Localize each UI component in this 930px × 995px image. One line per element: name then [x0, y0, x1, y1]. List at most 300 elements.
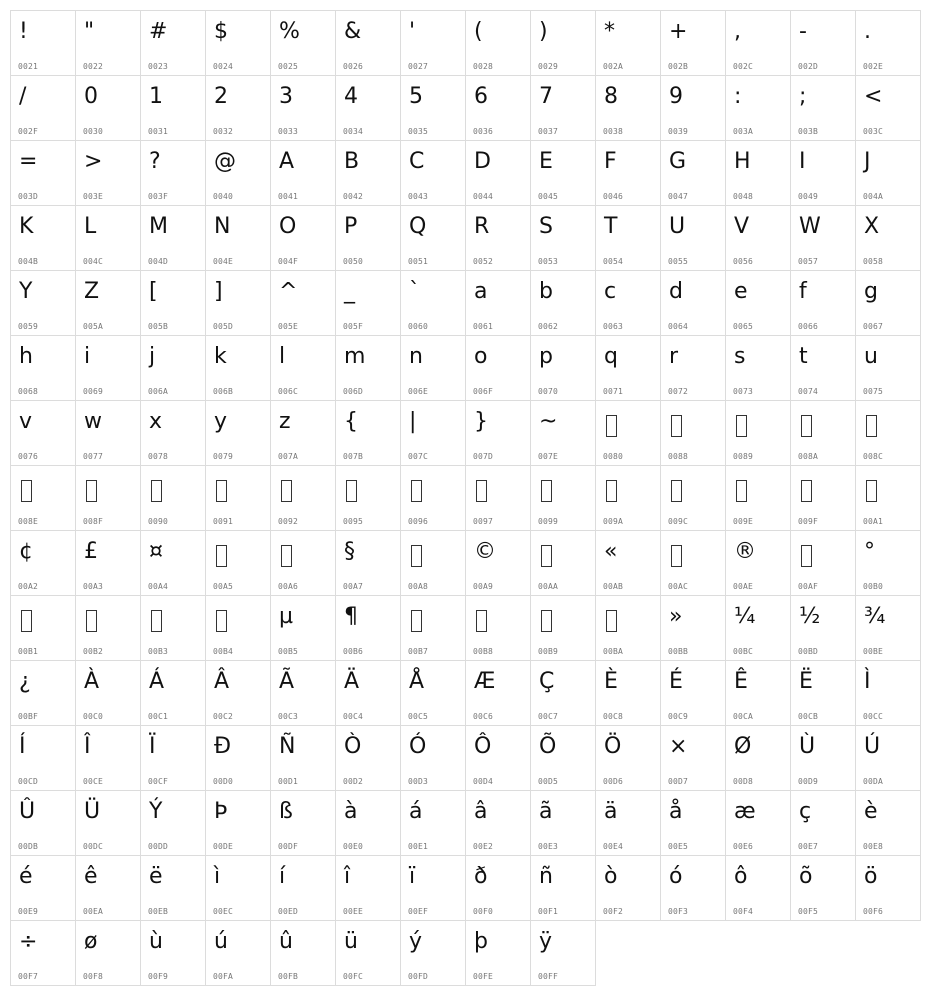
glyph-cell: [855, 660, 921, 726]
codepoint-label: 0048: [733, 192, 754, 201]
glyph-cell: [400, 335, 466, 401]
glyph-sample: å: [669, 799, 683, 824]
missing-glyph-box-icon: [801, 480, 812, 502]
glyph-sample: ê: [84, 864, 98, 889]
codepoint-label: 0056: [733, 257, 754, 266]
glyph-cell: [530, 335, 596, 401]
glyph-sample: ß: [279, 799, 293, 824]
glyph-cell: [595, 855, 661, 921]
glyph-cell: [10, 335, 76, 401]
codepoint-label: 00B6: [343, 647, 364, 656]
codepoint-label: 00E1: [408, 842, 429, 851]
glyph-cell: [270, 920, 336, 986]
glyph-sample: ø: [84, 929, 98, 954]
codepoint-label: 006A: [148, 387, 169, 396]
codepoint-label: 006E: [408, 387, 429, 396]
codepoint-label: 00EF: [408, 907, 429, 916]
glyph-sample: ì: [214, 864, 221, 889]
glyph-cell: [335, 660, 401, 726]
glyph-cell: [595, 790, 661, 856]
glyph-cell: [790, 595, 856, 661]
glyph-cell: [140, 335, 206, 401]
codepoint-label: 00C2: [213, 712, 234, 721]
glyph-cell: [660, 140, 726, 206]
glyph-cell: [140, 270, 206, 336]
glyph-cell: [725, 10, 791, 76]
codepoint-label: 003B: [798, 127, 819, 136]
glyph-sample: ë: [149, 864, 163, 889]
glyph-sample: Ä: [344, 669, 360, 694]
codepoint-label: 00AC: [668, 582, 689, 591]
codepoint-label: 00A9: [473, 582, 494, 591]
glyph-sample: f: [799, 279, 807, 304]
codepoint-label: 0032: [213, 127, 234, 136]
glyph-cell: [335, 790, 401, 856]
glyph-sample: 5: [409, 84, 423, 109]
glyph-cell: [725, 790, 791, 856]
glyph-sample: ½: [799, 604, 821, 629]
missing-glyph-box-icon: [216, 610, 227, 632]
glyph-sample: æ: [734, 799, 756, 824]
codepoint-label: 003E: [83, 192, 104, 201]
glyph-sample: Ò: [344, 734, 362, 759]
codepoint-label: 00C9: [668, 712, 689, 721]
glyph-cell: [270, 660, 336, 726]
glyph-cell: [75, 725, 141, 791]
codepoint-label: 00C6: [473, 712, 494, 721]
codepoint-label: 00E4: [603, 842, 624, 851]
glyph-cell: [10, 400, 76, 466]
glyph-cell: [530, 140, 596, 206]
codepoint-label: 00B2: [83, 647, 104, 656]
codepoint-label: 00EE: [343, 907, 364, 916]
glyph-sample: ?: [149, 149, 161, 174]
codepoint-label: 004B: [18, 257, 39, 266]
glyph-cell: [270, 205, 336, 271]
glyph-sample: i: [84, 344, 91, 369]
glyph-cell: [205, 205, 271, 271]
glyph-sample: Û: [19, 799, 36, 824]
codepoint-label: 00DC: [83, 842, 104, 851]
codepoint-label: 00D1: [278, 777, 299, 786]
missing-glyph-box-icon: [411, 480, 422, 502]
glyph-sample: ç: [799, 799, 812, 824]
codepoint-label: 005B: [148, 322, 169, 331]
glyph-sample: a: [474, 279, 488, 304]
glyph-cell: [725, 335, 791, 401]
glyph-sample: Ô: [474, 734, 492, 759]
glyph-sample: >: [84, 149, 103, 174]
glyph-cell: [660, 660, 726, 726]
glyph-cell: [465, 855, 531, 921]
codepoint-label: 007E: [538, 452, 559, 461]
glyph-sample: 1: [149, 84, 163, 109]
glyph-cell: [725, 400, 791, 466]
codepoint-label: 00F7: [18, 972, 39, 981]
glyph-sample: ü: [344, 929, 358, 954]
codepoint-label: 00BA: [603, 647, 624, 656]
codepoint-label: 00FA: [213, 972, 234, 981]
codepoint-label: 006B: [213, 387, 234, 396]
codepoint-label: 0060: [408, 322, 429, 331]
glyph-sample: 6: [474, 84, 488, 109]
glyph-sample: L: [84, 214, 97, 239]
glyph-sample: ®: [734, 539, 756, 564]
codepoint-label: 00CE: [83, 777, 104, 786]
glyph-sample: Ã: [279, 669, 295, 694]
glyph-cell: [140, 205, 206, 271]
codepoint-label: 0092: [278, 517, 299, 526]
glyph-cell: [205, 140, 271, 206]
glyph-sample: Ù: [799, 734, 816, 759]
codepoint-label: 00F6: [863, 907, 884, 916]
codepoint-label: 0027: [408, 62, 429, 71]
codepoint-label: 002D: [798, 62, 819, 71]
codepoint-label: 00FB: [278, 972, 299, 981]
codepoint-label: 0052: [473, 257, 494, 266]
codepoint-label: 0061: [473, 322, 494, 331]
codepoint-label: 003F: [148, 192, 169, 201]
glyph-sample: Ð: [214, 734, 232, 759]
glyph-cell: [595, 530, 661, 596]
glyph-sample: 9: [669, 84, 683, 109]
codepoint-label: 00D7: [668, 777, 689, 786]
glyph-cell: [530, 660, 596, 726]
glyph-cell: [790, 10, 856, 76]
glyph-cell: [465, 10, 531, 76]
glyph-sample: =: [19, 149, 38, 174]
codepoint-label: 008E: [18, 517, 39, 526]
codepoint-label: 004D: [148, 257, 169, 266]
glyph-sample: I: [799, 149, 806, 174]
glyph-sample: ¤: [149, 539, 163, 564]
glyph-cell: [75, 530, 141, 596]
glyph-sample: q: [604, 344, 618, 369]
codepoint-label: 00F4: [733, 907, 754, 916]
glyph-sample: -: [799, 19, 807, 44]
glyph-cell: [725, 725, 791, 791]
codepoint-label: 00C1: [148, 712, 169, 721]
glyph-cell: [75, 660, 141, 726]
missing-glyph-box-icon: [411, 610, 422, 632]
codepoint-label: 0070: [538, 387, 559, 396]
glyph-cell: [725, 595, 791, 661]
glyph-sample: b: [539, 279, 553, 304]
glyph-cell: [10, 920, 76, 986]
glyph-sample: ': [409, 19, 416, 44]
glyph-cell: [855, 10, 921, 76]
glyph-cell: [465, 140, 531, 206]
glyph-cell: [465, 270, 531, 336]
glyph-cell: [660, 335, 726, 401]
codepoint-label: 002A: [603, 62, 624, 71]
codepoint-label: 00B3: [148, 647, 169, 656]
codepoint-label: 00DB: [18, 842, 39, 851]
glyph-sample: Æ: [474, 669, 496, 694]
glyph-cell: [335, 595, 401, 661]
codepoint-label: 003D: [18, 192, 39, 201]
glyph-cell: [725, 530, 791, 596]
glyph-cell: [270, 75, 336, 141]
glyph-cell: [660, 595, 726, 661]
glyph-sample: ): [539, 19, 548, 44]
codepoint-label: 0076: [18, 452, 39, 461]
glyph-cell: [10, 725, 76, 791]
glyph-sample: (: [474, 19, 483, 44]
codepoint-label: 00AE: [733, 582, 754, 591]
codepoint-label: 0045: [538, 192, 559, 201]
codepoint-label: 0079: [213, 452, 234, 461]
glyph-cell: [400, 205, 466, 271]
codepoint-label: 0057: [798, 257, 819, 266]
glyph-sample: Ñ: [279, 734, 296, 759]
glyph-sample: U: [669, 214, 686, 239]
glyph-sample: s: [734, 344, 746, 369]
glyph-cell: [725, 205, 791, 271]
glyph-cell: [855, 530, 921, 596]
glyph-cell: [660, 855, 726, 921]
glyph-cell: [335, 10, 401, 76]
glyph-cell: [855, 595, 921, 661]
codepoint-label: 0043: [408, 192, 429, 201]
codepoint-label: 00CA: [733, 712, 754, 721]
glyph-cell: [140, 530, 206, 596]
glyph-sample: ÷: [19, 929, 38, 954]
codepoint-label: 00FF: [538, 972, 559, 981]
codepoint-label: 0023: [148, 62, 169, 71]
glyph-sample: ö: [864, 864, 878, 889]
glyph-sample: Q: [409, 214, 427, 239]
codepoint-label: 0033: [278, 127, 299, 136]
glyph-cell: [140, 75, 206, 141]
codepoint-label: 00AB: [603, 582, 624, 591]
glyph-sample: w: [84, 409, 102, 434]
glyph-sample: H: [734, 149, 751, 174]
codepoint-label: 00F5: [798, 907, 819, 916]
codepoint-label: 0038: [603, 127, 624, 136]
glyph-cell: [400, 790, 466, 856]
glyph-sample: +: [669, 19, 688, 44]
glyph-sample: ð: [474, 864, 488, 889]
glyph-sample: ¢: [19, 539, 33, 564]
codepoint-label: 002B: [668, 62, 689, 71]
glyph-sample: Ó: [409, 734, 427, 759]
glyph-sample: à: [344, 799, 358, 824]
codepoint-label: 00B0: [863, 582, 884, 591]
missing-glyph-box-icon: [151, 610, 162, 632]
glyph-sample: É: [669, 669, 683, 694]
glyph-cell: [465, 400, 531, 466]
missing-glyph-box-icon: [86, 480, 97, 502]
glyph-sample: S: [539, 214, 553, 239]
codepoint-label: 0042: [343, 192, 364, 201]
glyph-sample: á: [409, 799, 423, 824]
glyph-sample: Ö: [604, 734, 622, 759]
glyph-cell: [530, 595, 596, 661]
glyph-sample: ï: [409, 864, 416, 889]
codepoint-label: 0062: [538, 322, 559, 331]
codepoint-label: 009F: [798, 517, 819, 526]
glyph-cell: [270, 530, 336, 596]
glyph-sample: 0: [84, 84, 98, 109]
missing-glyph-box-icon: [21, 610, 32, 632]
glyph-cell: [400, 920, 466, 986]
missing-glyph-box-icon: [801, 415, 812, 437]
codepoint-label: 00A3: [83, 582, 104, 591]
glyph-cell: [10, 790, 76, 856]
codepoint-label: 0046: [603, 192, 624, 201]
codepoint-label: 00A6: [278, 582, 299, 591]
codepoint-label: 0088: [668, 452, 689, 461]
codepoint-label: 00B9: [538, 647, 559, 656]
glyph-cell: [530, 465, 596, 531]
codepoint-label: 00F8: [83, 972, 104, 981]
glyph-cell: [10, 270, 76, 336]
codepoint-label: 00DA: [863, 777, 884, 786]
glyph-cell: [140, 855, 206, 921]
glyph-cell: [465, 725, 531, 791]
glyph-cell: [530, 855, 596, 921]
codepoint-label: 004A: [863, 192, 884, 201]
glyph-cell: [725, 465, 791, 531]
glyph-cell: [335, 140, 401, 206]
glyph-cell: [465, 465, 531, 531]
glyph-sample: M: [149, 214, 168, 239]
codepoint-label: 002E: [863, 62, 884, 71]
glyph-cell: [10, 75, 76, 141]
glyph-sample: ã: [539, 799, 553, 824]
glyph-sample: k: [214, 344, 227, 369]
missing-glyph-box-icon: [671, 415, 682, 437]
glyph-sample: Å: [409, 669, 425, 694]
codepoint-label: 008F: [83, 517, 104, 526]
codepoint-label: 00C4: [343, 712, 364, 721]
codepoint-label: 00A8: [408, 582, 429, 591]
glyph-cell: [335, 75, 401, 141]
codepoint-label: 00C8: [603, 712, 624, 721]
codepoint-label: 007B: [343, 452, 364, 461]
glyph-sample: t: [799, 344, 808, 369]
codepoint-label: 0039: [668, 127, 689, 136]
glyph-cell: [595, 270, 661, 336]
glyph-sample: 3: [279, 84, 293, 109]
glyph-sample: C: [409, 149, 425, 174]
missing-glyph-box-icon: [151, 480, 162, 502]
glyph-cell: [855, 335, 921, 401]
glyph-cell: [10, 660, 76, 726]
glyph-sample: ¼: [734, 604, 756, 629]
codepoint-label: 00F3: [668, 907, 689, 916]
codepoint-label: 00EA: [83, 907, 104, 916]
glyph-sample: #: [149, 19, 168, 44]
glyph-sample: é: [19, 864, 33, 889]
glyph-sample: c: [604, 279, 617, 304]
codepoint-label: 0041: [278, 192, 299, 201]
glyph-cell: [335, 725, 401, 791]
glyph-cell: [75, 75, 141, 141]
glyph-sample: h: [19, 344, 33, 369]
codepoint-label: 0051: [408, 257, 429, 266]
glyph-cell: [75, 465, 141, 531]
codepoint-label: 002C: [733, 62, 754, 71]
glyph-cell: [790, 660, 856, 726]
glyph-sample: B: [344, 149, 360, 174]
codepoint-label: 00A2: [18, 582, 39, 591]
glyph-cell: [75, 400, 141, 466]
glyph-cell: [205, 660, 271, 726]
glyph-cell: [335, 205, 401, 271]
glyph-cell: [75, 855, 141, 921]
glyph-cell: [270, 595, 336, 661]
codepoint-label: 00E3: [538, 842, 559, 851]
codepoint-label: 00E0: [343, 842, 364, 851]
missing-glyph-box-icon: [736, 415, 747, 437]
glyph-cell: [790, 400, 856, 466]
glyph-cell: [270, 855, 336, 921]
glyph-sample: *: [604, 19, 615, 44]
missing-glyph-box-icon: [671, 480, 682, 502]
glyph-sample: Ü: [84, 799, 101, 824]
glyph-sample: ]: [214, 279, 223, 304]
glyph-sample: E: [539, 149, 553, 174]
glyph-cell: [335, 530, 401, 596]
glyph-cell: [595, 205, 661, 271]
glyph-cell: [400, 595, 466, 661]
glyph-sample: J: [864, 149, 871, 174]
glyph-cell: [205, 400, 271, 466]
codepoint-label: 00B1: [18, 647, 39, 656]
glyph-sample: R: [474, 214, 490, 239]
glyph-cell: [335, 400, 401, 466]
glyph-sample: o: [474, 344, 488, 369]
glyph-cell: [530, 75, 596, 141]
codepoint-label: 00C5: [408, 712, 429, 721]
glyph-cell: [335, 855, 401, 921]
codepoint-label: 0031: [148, 127, 169, 136]
glyph-cell: [205, 790, 271, 856]
codepoint-label: 00F0: [473, 907, 494, 916]
codepoint-label: 0037: [538, 127, 559, 136]
glyph-sample: Z: [84, 279, 100, 304]
glyph-cell: [140, 660, 206, 726]
glyph-sample: e: [734, 279, 748, 304]
codepoint-label: 00A5: [213, 582, 234, 591]
codepoint-label: 00FD: [408, 972, 429, 981]
glyph-cell: [75, 595, 141, 661]
glyph-cell: [530, 530, 596, 596]
glyph-cell: [270, 465, 336, 531]
missing-glyph-box-icon: [606, 415, 617, 437]
codepoint-label: 0035: [408, 127, 429, 136]
codepoint-label: 005A: [83, 322, 104, 331]
codepoint-label: 0022: [83, 62, 104, 71]
glyph-sample: î: [344, 864, 351, 889]
codepoint-label: 0067: [863, 322, 884, 331]
glyph-cell: [205, 270, 271, 336]
glyph-sample: |: [409, 409, 417, 434]
glyph-cell: [400, 855, 466, 921]
glyph-sample: 4: [344, 84, 358, 109]
codepoint-label: 0089: [733, 452, 754, 461]
codepoint-label: 0058: [863, 257, 884, 266]
glyph-sample: F: [604, 149, 617, 174]
glyph-sample: û: [279, 929, 293, 954]
glyph-cell: [400, 530, 466, 596]
glyph-cell: [205, 10, 271, 76]
codepoint-label: 00B8: [473, 647, 494, 656]
glyph-sample: È: [604, 669, 618, 694]
glyph-cell: [400, 400, 466, 466]
